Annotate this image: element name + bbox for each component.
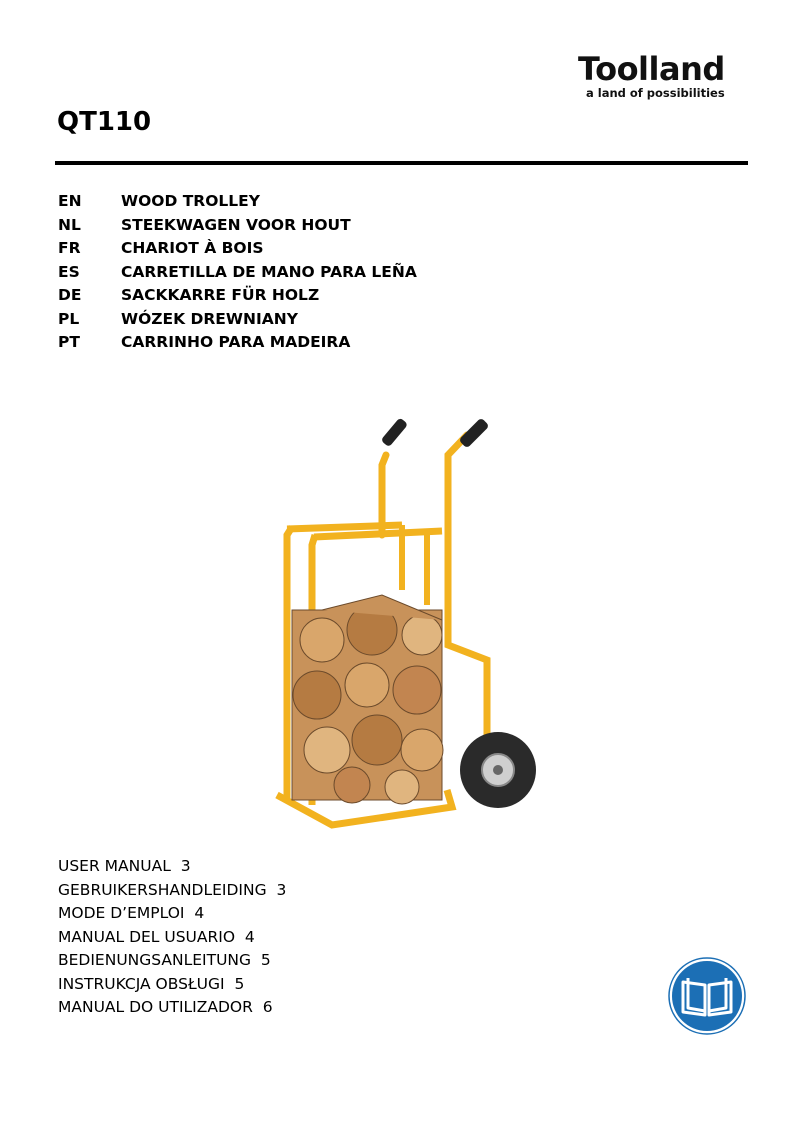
toc-entry[interactable] (58, 949, 286, 973)
language-code: ES (58, 262, 80, 281)
toc-page: 3 (276, 880, 287, 899)
model-number: QT110 (57, 107, 152, 137)
toc-page: 4 (194, 904, 205, 922)
toc-label: GEBRUIKERSHANDLEIDING (58, 880, 267, 899)
language-title-row (58, 284, 417, 308)
toc-page: 5 (234, 974, 245, 993)
product-title-list (58, 190, 417, 355)
language-title-row (58, 331, 417, 355)
toc-page: 3 (180, 857, 191, 875)
brand-name: Toolland (578, 50, 725, 88)
toc-label: BEDIENUNGSANLEITUNG (58, 951, 252, 969)
toc-label: MANUAL DO UTILIZADOR (58, 998, 253, 1016)
toc-label: USER MANUAL (58, 857, 171, 875)
language-code: DE (58, 286, 82, 304)
toc-label: MODE D’EMPLOI (58, 904, 185, 922)
toc-entry[interactable] (58, 973, 286, 997)
product-title: WÓZEK DREWNIANY (121, 309, 298, 328)
toc-entry[interactable] (58, 926, 286, 950)
product-title: WOOD TROLLEY (121, 192, 260, 210)
language-title-row (58, 190, 417, 214)
read-manual-icon (668, 957, 746, 1035)
language-code: FR (58, 239, 81, 257)
product-title: SACKKARRE FÜR HOLZ (121, 286, 320, 304)
toc-page: 4 (244, 927, 255, 946)
language-title-row (58, 261, 417, 285)
wood-trolley-icon (262, 405, 552, 845)
toc-page: 5 (260, 951, 271, 969)
language-title-row (58, 214, 417, 238)
product-title: CARRINHO PARA MADEIRA (121, 333, 351, 351)
language-code: EN (58, 192, 82, 210)
toc-entry[interactable] (58, 996, 286, 1020)
language-title-row (58, 308, 417, 332)
table-of-contents (58, 855, 286, 1020)
language-code: PL (58, 309, 80, 328)
brand-tagline: a land of possibilities (586, 86, 725, 100)
header-divider (55, 161, 748, 165)
toc-entry[interactable] (58, 879, 286, 903)
toc-label: MANUAL DEL USUARIO (58, 927, 236, 946)
product-title: CHARIOT À BOIS (121, 239, 264, 257)
toc-entry[interactable] (58, 902, 286, 926)
toc-entry[interactable] (58, 855, 286, 879)
language-code: PT (58, 333, 80, 351)
language-code: NL (58, 215, 81, 234)
toc-page: 6 (262, 998, 273, 1016)
product-title: CARRETILLA DE MANO PARA LEÑA (121, 262, 417, 281)
product-title: STEEKWAGEN VOOR HOUT (121, 215, 351, 234)
wood-trolley-illustration (262, 405, 552, 845)
toc-label: INSTRUKCJA OBSŁUGI (58, 974, 225, 993)
language-title-row (58, 237, 417, 261)
brand-logo (578, 52, 748, 100)
